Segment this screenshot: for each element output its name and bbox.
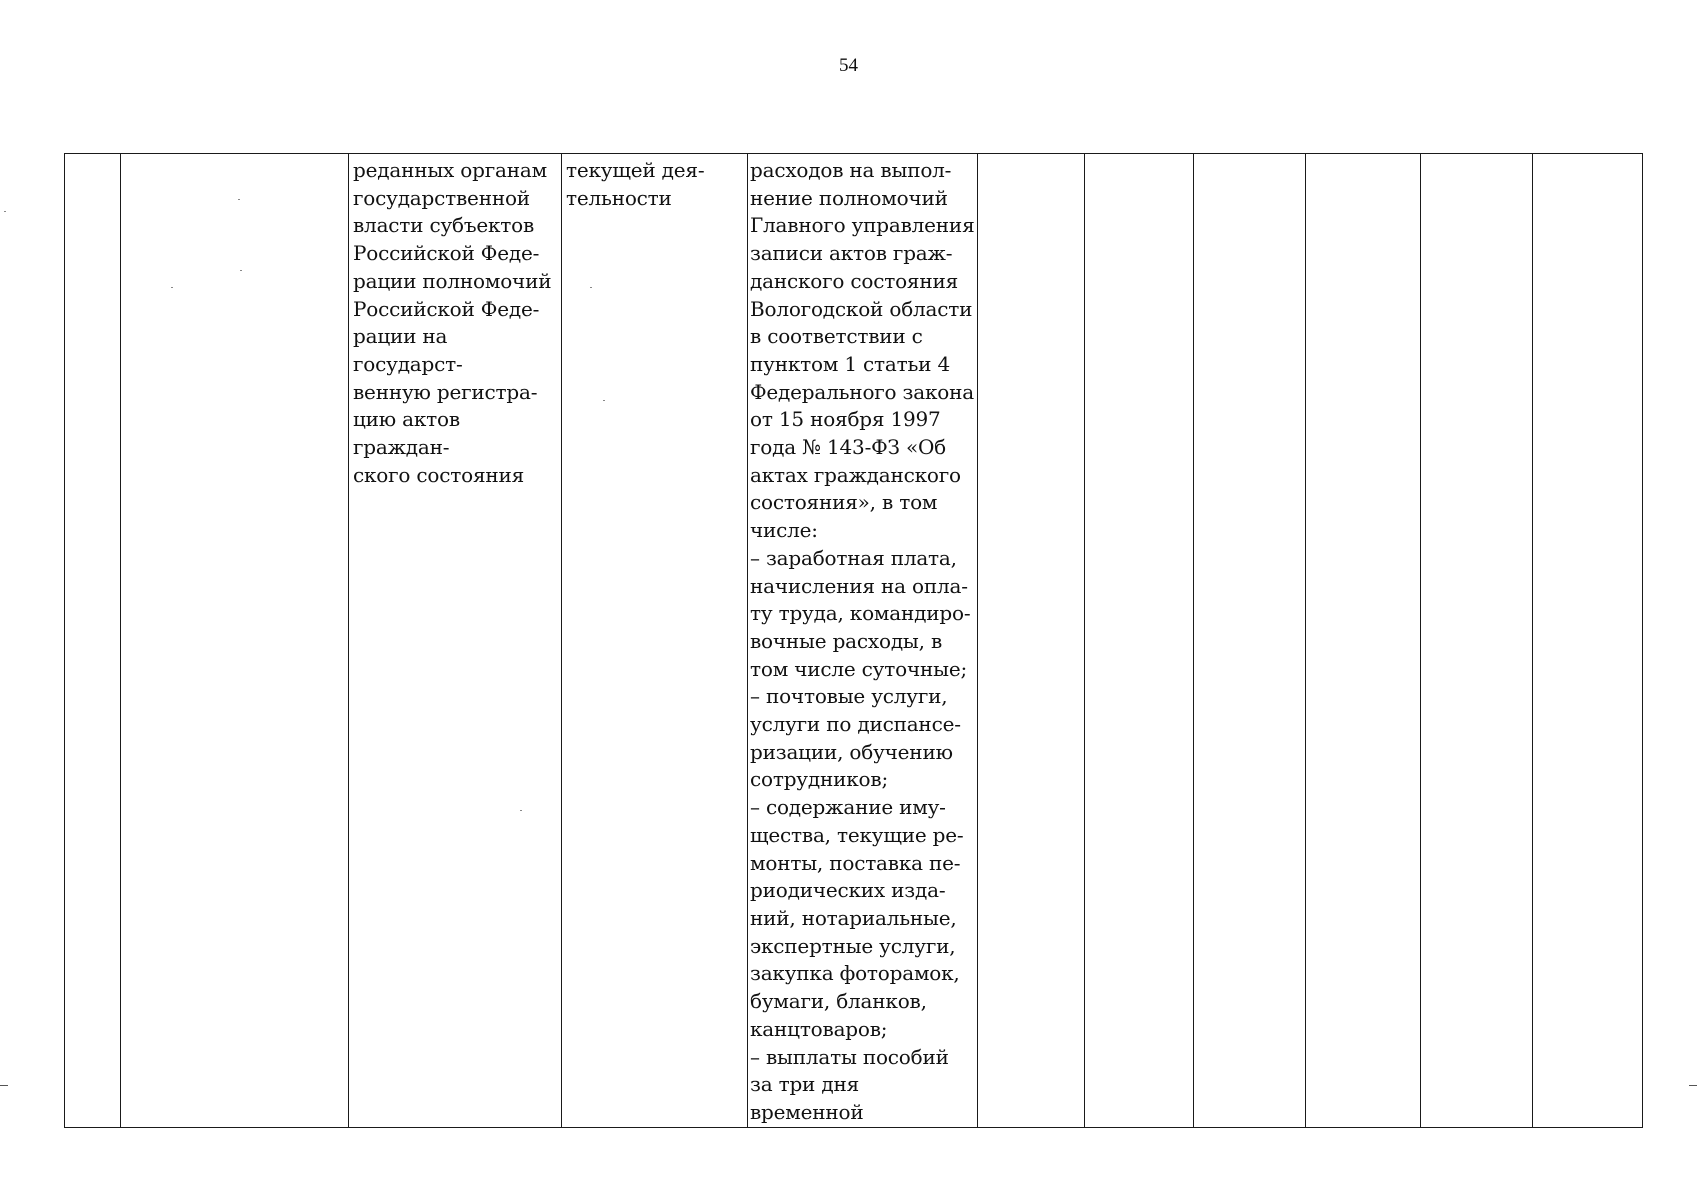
page-number: 54 <box>839 55 858 76</box>
left-margin-mark <box>0 1085 8 1086</box>
cell-col8 <box>1194 154 1306 1128</box>
scan-speck <box>171 287 173 288</box>
cell-col3: реданных органам государственной власти субъектов Российской Феде- рации полномочий Российской Феде- рации на государст- венную регистра- цию актов граждан- ского состояния <box>349 154 562 1128</box>
cell-col6 <box>978 154 1085 1128</box>
cell-col1 <box>65 154 121 1128</box>
scan-speck <box>240 270 242 271</box>
cell-col11 <box>1533 154 1643 1128</box>
scan-speck <box>603 400 605 401</box>
cell-col9 <box>1306 154 1421 1128</box>
cell-col2 <box>121 154 349 1128</box>
scan-speck <box>520 810 522 811</box>
table-row <box>65 154 1643 1128</box>
cell-col10 <box>1421 154 1533 1128</box>
budget-table <box>64 153 1643 1128</box>
right-margin-mark <box>1689 1085 1697 1086</box>
scan-speck <box>590 287 592 288</box>
cell-col7 <box>1085 154 1194 1128</box>
scan-speck <box>4 211 6 212</box>
cell-col5: расходов на выпол- нение полномочий Главного управления записи актов граж- данского состояния Вологодской области в соответствии с пунктом 1 статьи 4 Федерального закона от 15 ноября 1997 года № 143-ФЗ «Об актах гражданского состояния», в том числе: – заработная плата, начисления на опла- ту труда, командиро- вочные расходы, в том числе суточные; – почтовые услуги, услуги по диспансе- ризации, обучению сотрудников; – содержание иму- щества, текущие ре- монты, поставка пе- риодических изда- ний, нотариальные, экспертные услуги, закупка фоторамок, бумаги, бланков, канцтоваров; – выплаты пособий за три дня временной <box>748 154 978 1128</box>
cell-col4: текущей дея- тельности <box>562 154 748 1128</box>
scan-speck <box>238 199 240 200</box>
